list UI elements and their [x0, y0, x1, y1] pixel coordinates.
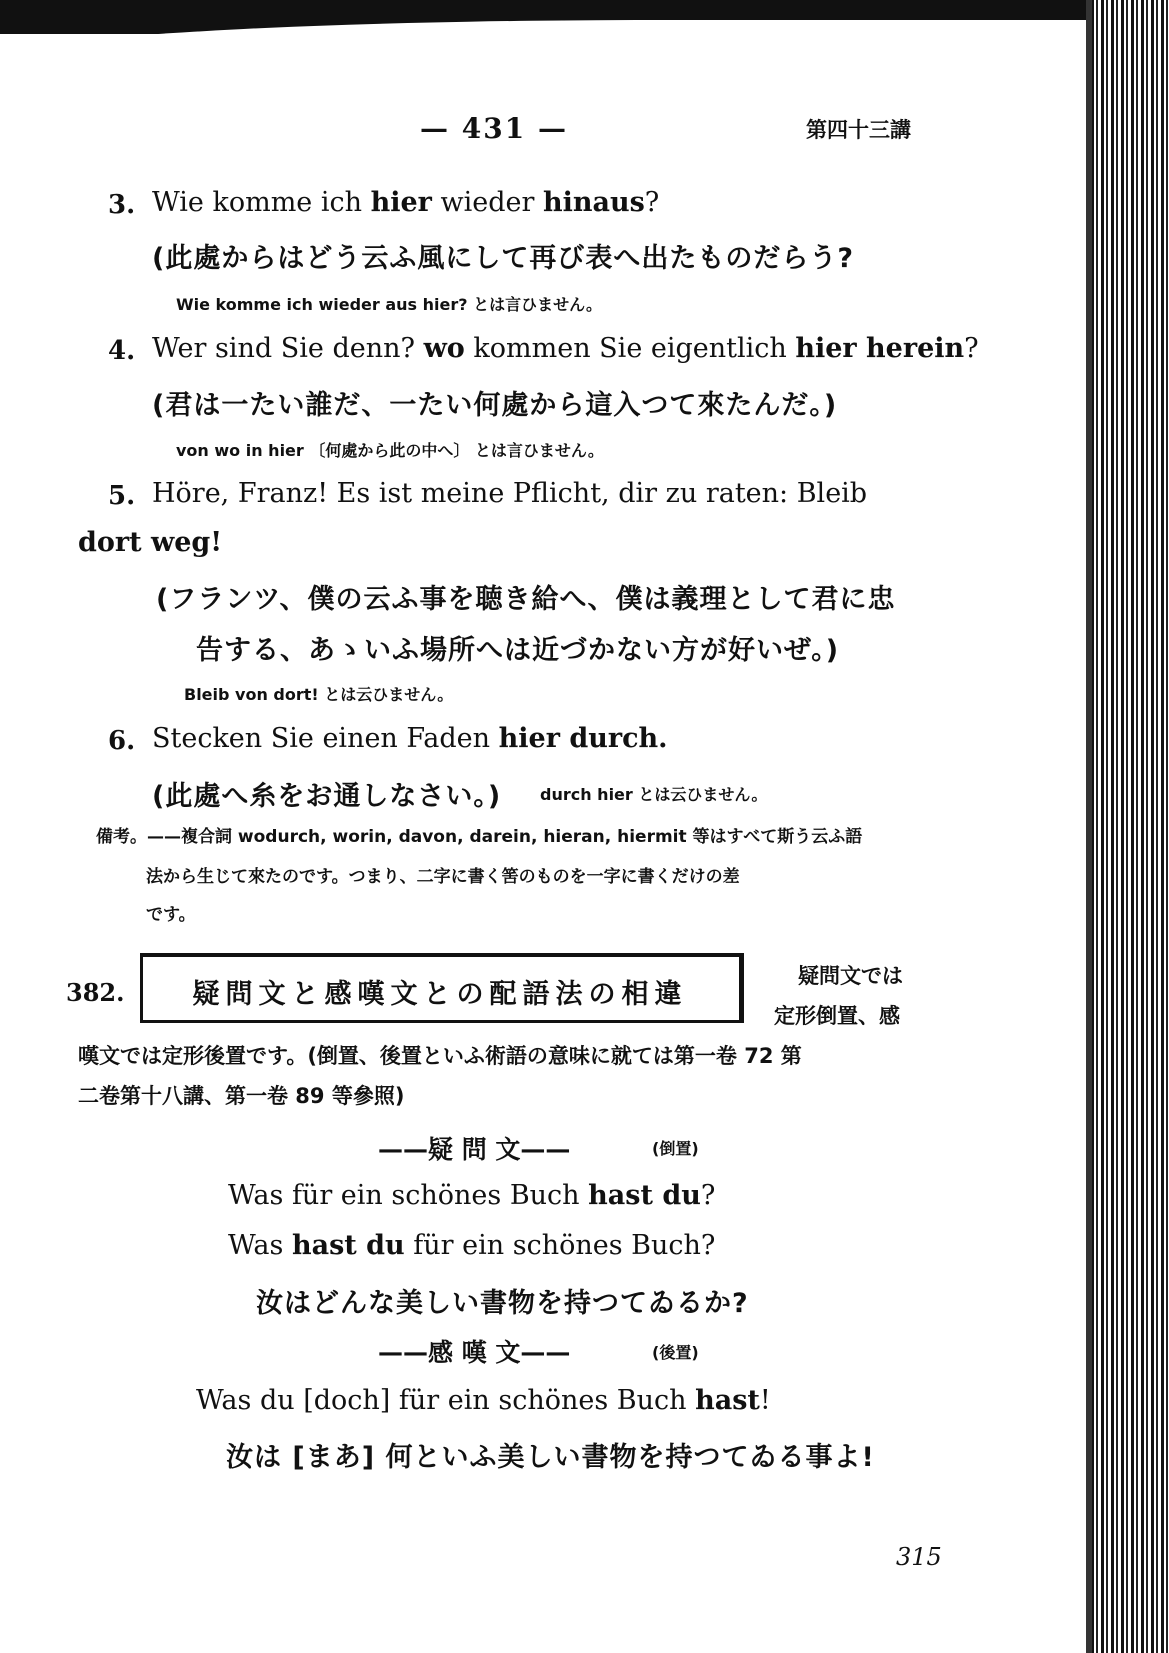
- footer-page-number: 315: [896, 1543, 942, 1571]
- item-number: 4.: [108, 336, 136, 366]
- section-title: 疑問文と感嘆文との配語法の相違: [192, 979, 688, 1010]
- exclamatory-translation: 汝は [まあ] 何といふ美しい書物を持つてゐる事よ!: [226, 1442, 875, 1473]
- bold-word: wo: [423, 333, 465, 364]
- interrogative-translation: 汝はどんな美しい書物を持つてゐるか?: [256, 1288, 749, 1319]
- german-sentence-continuation: dort weg!: [78, 527, 223, 558]
- japanese-translation: (此處へ糸をお通しなさい。): [152, 781, 502, 812]
- text-run: Wer sind Sie denn?: [152, 333, 424, 364]
- text-run: für ein schönes Buch?: [404, 1230, 716, 1261]
- text-run: Wie komme ich: [152, 187, 371, 218]
- german-sentence: [152, 478, 867, 509]
- remark-line: 法から生じて來たのです。つまり、二字に書く筈のものを一字に書くだけの差: [146, 867, 740, 887]
- interrogative-tag: (倒置): [652, 1139, 699, 1158]
- german-sentence: [152, 333, 979, 364]
- header-page-number: — 431 —: [420, 112, 568, 145]
- japanese-translation-continuation: 告する、あゝいふ場所へは近づかない方が好いぜ。): [196, 635, 840, 666]
- item-number: 3.: [108, 190, 136, 220]
- bold-word: hier durch.: [498, 723, 668, 754]
- usage-note: durch hier とは云ひません。: [540, 785, 768, 804]
- remark-line: 備考。——複合詞 wodurch, worin, davon, darein, hieran, hiermit 等はすべて斯う云ふ語: [96, 827, 863, 847]
- text-run: wieder: [431, 187, 543, 218]
- item-number: 6.: [108, 726, 136, 756]
- bold-word: hast du: [291, 1230, 405, 1261]
- bold-word: hast: [695, 1385, 760, 1416]
- header-lecture: 第四十三講: [806, 117, 911, 142]
- text-run: Höre, Franz! Es ist meine Pflicht, dir zu raten: Bleib: [152, 478, 868, 509]
- japanese-translation: (此處からはどう云ふ風にして再び表へ出たものだらう?: [152, 243, 855, 274]
- text-run: Was für ein schönes Buch: [228, 1180, 589, 1211]
- text-run: Was du [doch] für ein schönes Buch: [196, 1385, 696, 1416]
- text-run: ?: [700, 1180, 716, 1211]
- book-page-edges: [1091, 0, 1169, 1653]
- text-run: Was: [228, 1230, 292, 1261]
- exclamatory-tag: (後置): [652, 1343, 699, 1362]
- usage-note: von wo in hier 〔何處から此の中へ〕 とは言ひません。: [176, 441, 604, 460]
- text-run: !: [759, 1385, 771, 1416]
- german-sentence: [152, 187, 659, 218]
- text-run: ?: [644, 187, 660, 218]
- section-body: 二卷第十八講、第一卷 89 等參照): [78, 1084, 405, 1108]
- item-number: 5.: [108, 481, 136, 511]
- text-run: kommen Sie eigentlich: [464, 333, 796, 364]
- interrogative-example: [228, 1230, 715, 1261]
- exclamatory-example: [196, 1385, 771, 1416]
- german-sentence: [152, 723, 668, 754]
- bold-word: hier: [370, 187, 432, 218]
- text-run: ?: [964, 333, 979, 364]
- usage-note: Wie komme ich wieder aus hier? とは言ひません。: [176, 295, 603, 314]
- section-side-text: 定形倒置、感: [774, 1004, 900, 1028]
- usage-note: Bleib von dort! とは云ひません。: [184, 685, 454, 704]
- remark-line: です。: [146, 905, 196, 925]
- interrogative-example: [228, 1180, 715, 1211]
- japanese-translation: (君は一たい誰だ、一たい何處から這入つて來たんだ。): [152, 390, 838, 421]
- interrogative-heading: ——疑 問 文——: [378, 1135, 571, 1164]
- section-side-text: 疑問文では: [798, 964, 903, 988]
- text-run: Stecken Sie einen Faden: [152, 723, 499, 754]
- bold-word: hinaus: [542, 187, 645, 218]
- section-body: 嘆文では定形後置です。(倒置、後置といふ術語の意味に就ては第一卷 72 第: [78, 1044, 802, 1068]
- exclamatory-heading: ——感 嘆 文——: [378, 1338, 571, 1367]
- japanese-translation: (フランツ、僕の云ふ事を聴き給へ、僕は義理として君に忠: [156, 584, 896, 615]
- bold-word: hier herein: [795, 333, 965, 364]
- section-number: 382.: [66, 978, 125, 1007]
- book-page-edge-line: [1086, 0, 1092, 1653]
- bold-word: hast du: [588, 1180, 701, 1211]
